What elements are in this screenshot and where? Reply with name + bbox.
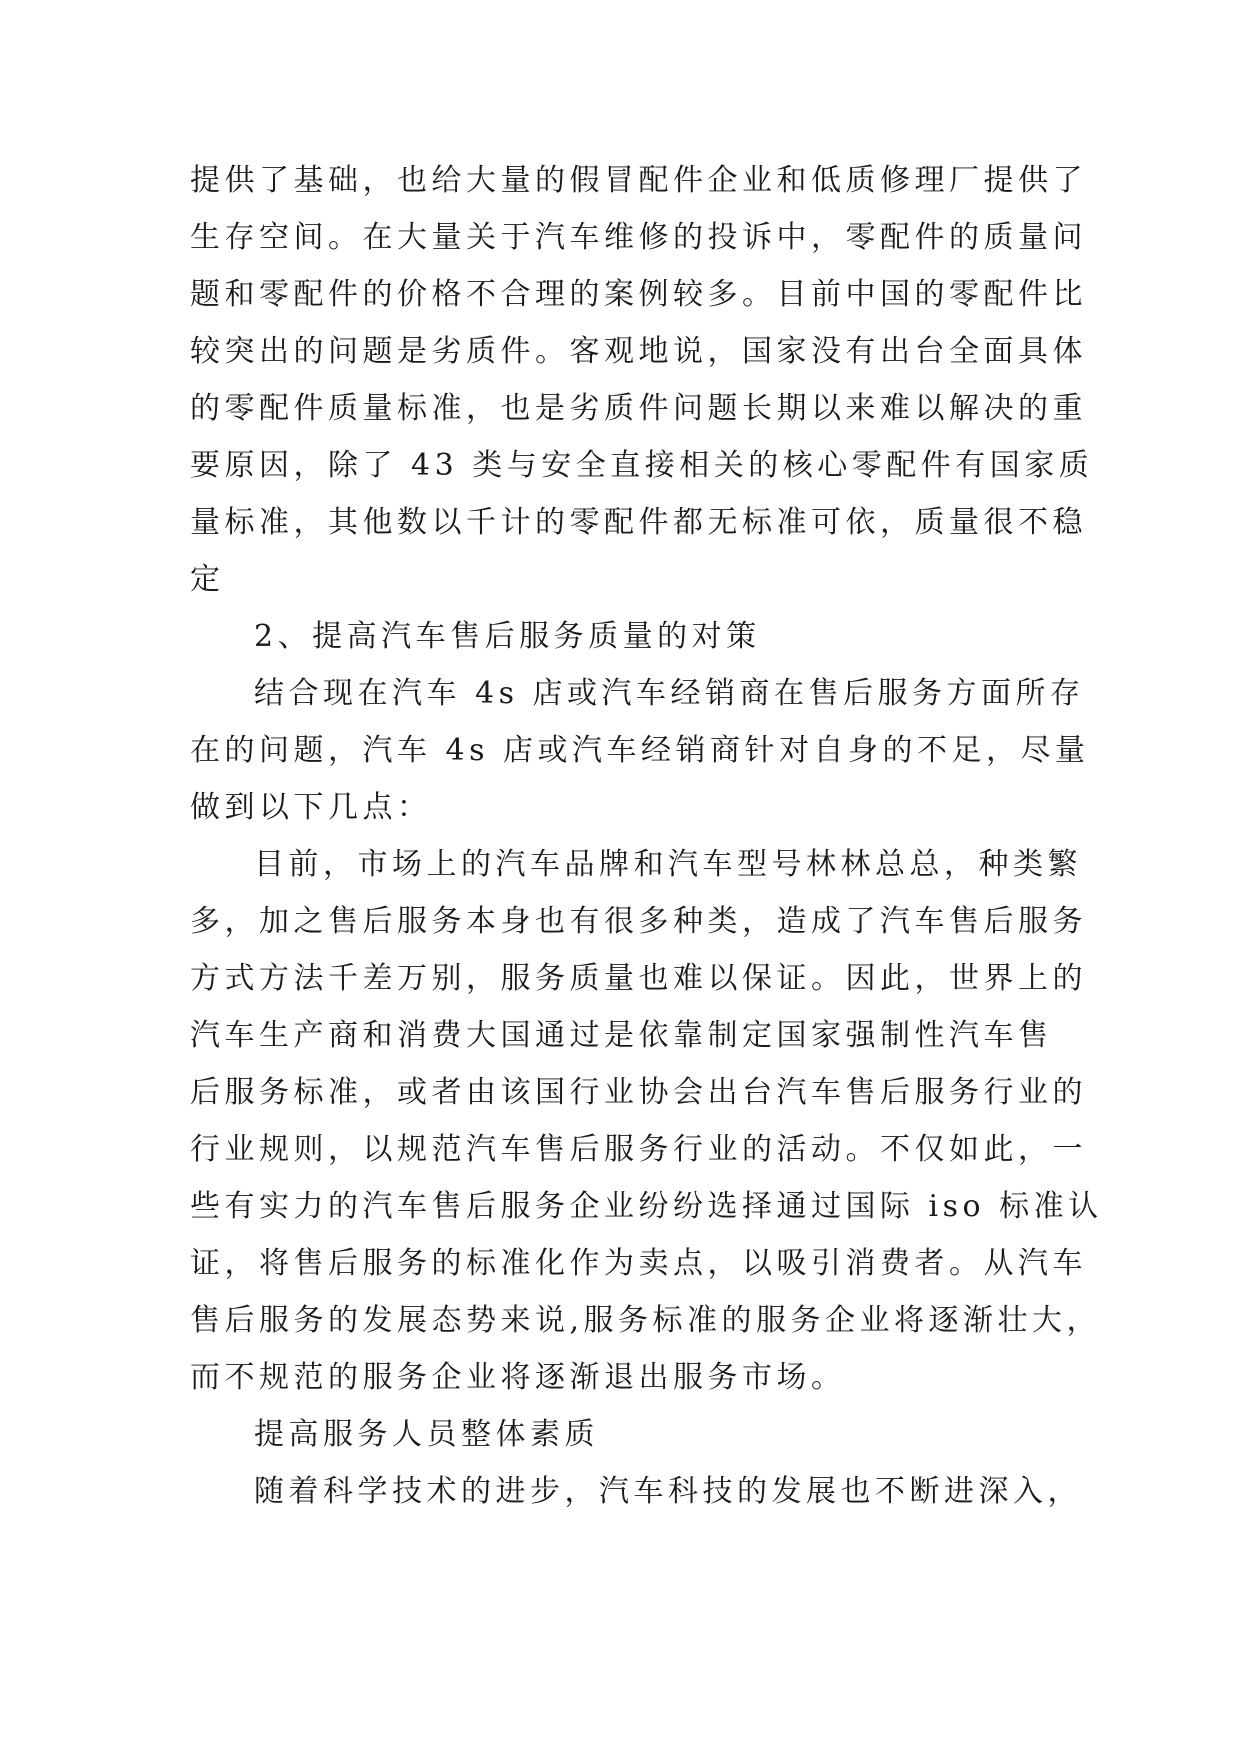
- text-line: 量标准，其他数以千计的零配件都无标准可依，质量很不稳: [190, 505, 1087, 540]
- text-line: 目前，市场上的汽车品牌和汽车型号林林总总，种类繁: [254, 847, 1082, 882]
- text-line: 生存空间。在大量关于汽车维修的投诉中，零配件的质量问: [190, 220, 1087, 255]
- text-line: 而不规范的服务企业将逐渐退出服务市场。: [190, 1360, 846, 1395]
- text-line: 的零配件质量标准，也是劣质件问题长期以来难以解决的重: [190, 391, 1087, 426]
- text-line: 定: [190, 562, 225, 597]
- text-line: 后服务标准，或者由该国行业协会出台汽车售后服务行业的: [190, 1075, 1087, 1110]
- text-line: 证，将售后服务的标准化作为卖点，以吸引消费者。从汽车: [190, 1246, 1087, 1281]
- text-line: 做到以下几点：: [190, 790, 432, 825]
- text-line: 要原因，除了 43 类与安全直接相关的核心零配件有国家质: [190, 448, 1094, 483]
- text-line: 汽车生产商和消费大国通过是依靠制定国家强制性汽车售: [190, 1018, 1053, 1053]
- text-line: 些有实力的汽车售后服务企业纷纷选择通过国际 iso 标准认: [190, 1189, 1103, 1224]
- text-line: 售后服务的发展态势来说,服务标准的服务企业将逐渐壮大，: [190, 1303, 1102, 1338]
- text-line: 提高服务人员整体素质: [254, 1417, 599, 1452]
- text-line: 方式方法千差万别，服务质量也难以保证。因此，世界上的: [190, 961, 1087, 996]
- text-line: 结合现在汽车 4s 店或汽车经销商在售后服务方面所存: [254, 676, 1085, 711]
- text-line: 在的问题，汽车 4s 店或汽车经销商针对自身的不足，尽量: [190, 733, 1090, 768]
- text-line: 题和零配件的价格不合理的案例较多。目前中国的零配件比: [190, 277, 1087, 312]
- text-line: 多，加之售后服务本身也有很多种类，造成了汽车售后服务: [190, 904, 1087, 939]
- text-line: 随着科学技术的进步，汽车科技的发展也不断进深入，: [254, 1474, 1082, 1509]
- text-line: 2、提高汽车售后服务质量的对策: [254, 619, 761, 654]
- text-line: 较突出的问题是劣质件。客观地说，国家没有出台全面具体: [190, 334, 1087, 369]
- text-line: 提供了基础，也给大量的假冒配件企业和低质修理厂提供了: [190, 163, 1087, 198]
- text-line: 行业规则，以规范汽车售后服务行业的活动。不仅如此，一: [190, 1132, 1087, 1167]
- body-text: [190, 152, 1103, 1520]
